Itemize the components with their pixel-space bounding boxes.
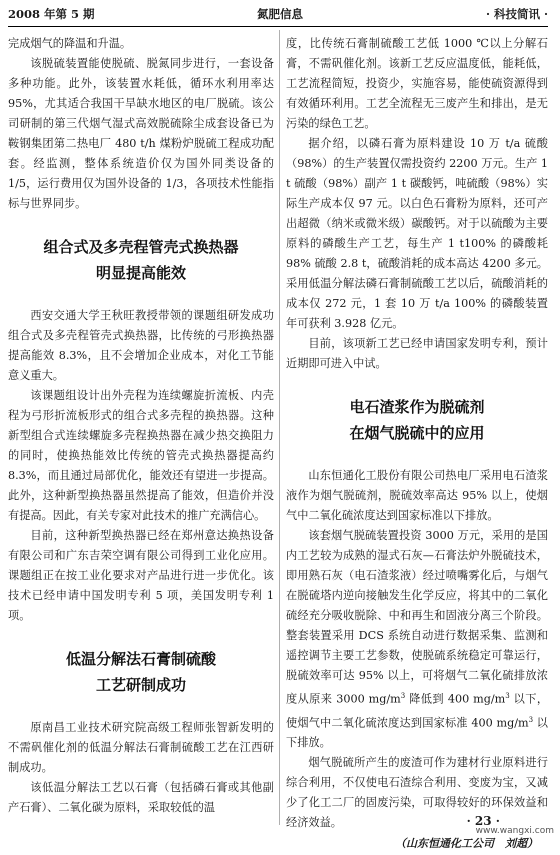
paragraph: 该课题组设计出外壳程为连续螺旋折流板、内壳程为弓形折流板形式的组合式多壳程的换热器。这种新型组合式连续螺旋多壳程换热器在减少热交换阻力的同时，使换热能效比传统的管壳式换热器提高约 8.3%，而且通过局部优化，能效还有望进一步提高。此外，这种新型换热器虽然提高了能效，但造价并没有提高。因此，有关专家对此技术的推广充满信心。 [8, 389, 274, 522]
section-label: · 科技简讯 · [485, 7, 548, 21]
author-signature: （山东恒通化工公司 刘超） [395, 837, 538, 851]
paragraph: 山东恒通化工股份有限公司热电厂采用电石渣浆液作为烟气脱硫剂，脱硫效率高达 95% 以上，使烟气中二氧化硫浓度达到国家标准以下排放。 [286, 469, 548, 522]
paragraph: 原南昌工业技术研究院高级工程师张智新发明的不需矾催化剂的低温分解法石膏制硫酸工艺在江西研制成功。 [8, 721, 274, 774]
title-line: 明显提高能效 [95, 264, 186, 282]
superscript: 3 [528, 715, 534, 724]
paragraph: 烟气脱硫所产生的废渣可作为建材行业原料进行综合利用，不仅使电石渣综合利用、变废为宝，又减少了化工二厂的固废污染，可取得较好的环保效益和经济效益。 [286, 756, 548, 830]
text-run: 降低到 400 mg/m [405, 692, 506, 706]
column-divider [279, 30, 280, 825]
watermark: www.wangxi.com [475, 826, 554, 836]
issue-label: 2008 年第 5 期 [8, 7, 95, 21]
article-title-gypsum-sulfuric-acid [8, 626, 274, 718]
title-line: 电石渣浆作为脱硫剂 [349, 398, 485, 416]
title-line: 工艺研制成功 [95, 676, 186, 694]
page-footer [0, 812, 560, 838]
text-run: 以下，使烟气中二氧化硫浓度达到国家标准 400 mg/m [286, 692, 549, 730]
text-run: 该套烟气脱硫装置投资 3000 万元，采用的是国内工艺较为成熟的湿式石灰—石膏法炉外脱硫技术，即用熟石灰（电石渣浆液）经过喷嘴雾化后，与烟气在脱硫塔内逆向接触发生化学反应，将其中的二氧化硫经充分吸收脱除、中和再生和固液分离三个阶段。整套装置采用 DCS 系统自动进行数据采集、监测和遥控调节主要工艺参数，使脱硫系统稳定可靠运行，脱硫效率可达 95% 以上，可将烟气二氧化硫排放浓度从原来 3000 mg/m [286, 529, 548, 706]
left-column [8, 34, 274, 824]
paragraph: 该低温分解法工艺以石膏（包括磷石膏或其他副产石膏）、二氧化碳为原料，采取较低的温 [8, 781, 274, 814]
paragraph: 度，比传统石膏制硫酸工艺低 1000 ℃以上分解石膏，不需矾催化剂。该新工艺反应温度低，能耗低，工艺流程简短，投资少，实施容易，能使硫资源得到有效循环利用。工艺全流程无三废产生和排出，是无污染的绿色工艺。 [286, 37, 548, 130]
article-title-heat-exchanger [8, 214, 274, 306]
paragraph: 西安交通大学王秋旺教授带领的课题组研发成功组合式及多壳程管壳式换热器，比传统的弓形换热器提高能效 8.3%，且不会增加企业成本，对化工节能意义重大。 [8, 309, 274, 382]
paragraph: 据介绍，以磷石膏为原料建设 10 万 t/a 硫酸（98%）的生产装置仅需投资约 2200 万元。生产 1 t 硫酸（98%）副产 1 t 碳酸钙，吨硫酸（98%）实际生产成本仅 97 元。以白色石膏粉为原料，还可产出超微（纳米或微米级）碳酸钙。对于以硫酸为主要原料的磷酸生产工艺，每生产 1 t100% 的磷酸耗 98% 硫酸 2.8 t，硫酸消耗的成本高达 4200 多元。采用低温分解法磷石膏制硫酸工艺以后，硫酸消耗的成本仅 272 元，1 套 10 万 t/a 100% 的磷酸装置年可获利 3.928 亿元。 [286, 137, 548, 330]
paragraph: 目前，这种新型换热器已经在郑州意达换热设备有限公司和广东吉荣空调有限公司得到工业化应用。课题组正在按工业化要求对产品进行进一步优化。该技术已经申请中国发明专利 5 项，美国发明专利 1 项。 [8, 529, 274, 622]
text-run: 以下排放。 [286, 716, 548, 750]
superscript: 3 [505, 692, 510, 700]
article-title-carbide-slag [286, 374, 548, 466]
page-header [0, 0, 560, 30]
paragraph: 该脱硫装置能使脱硫、脱氮同步进行，一套设备多种功能。此外，该装置水耗低，循环水利用率达 95%，尤其适合我国干旱缺水地区的电厂脱硫。该公司研制的第三代烟气湿式高效脱硫除尘成套设备已为鞍钢集团第二热电厂 480 t/h 煤粉炉脱硫工程成功配套。经监测，整体系统造价仅为国外同类设备的 1/5，运行费用仅为国外设备的 1/3，各项技术性能指标与世界同步。 [8, 57, 274, 210]
title-line: 组合式及多壳程管壳式换热器 [43, 238, 239, 256]
page-number: · 23 · [466, 814, 500, 828]
paragraph [286, 526, 548, 753]
paragraph: 目前，该项新工艺已经申请国家发明专利，预计近期即可进入中试。 [286, 337, 548, 370]
journal-title: 氮肥信息 [257, 7, 303, 21]
title-line: 低温分解法石膏制硫酸 [65, 650, 216, 668]
title-line: 在烟气脱硫中的应用 [349, 424, 485, 442]
superscript: 3 [400, 692, 406, 700]
paragraph: 完成烟气的降温和升温。 [8, 37, 132, 50]
header-rule [8, 26, 548, 27]
